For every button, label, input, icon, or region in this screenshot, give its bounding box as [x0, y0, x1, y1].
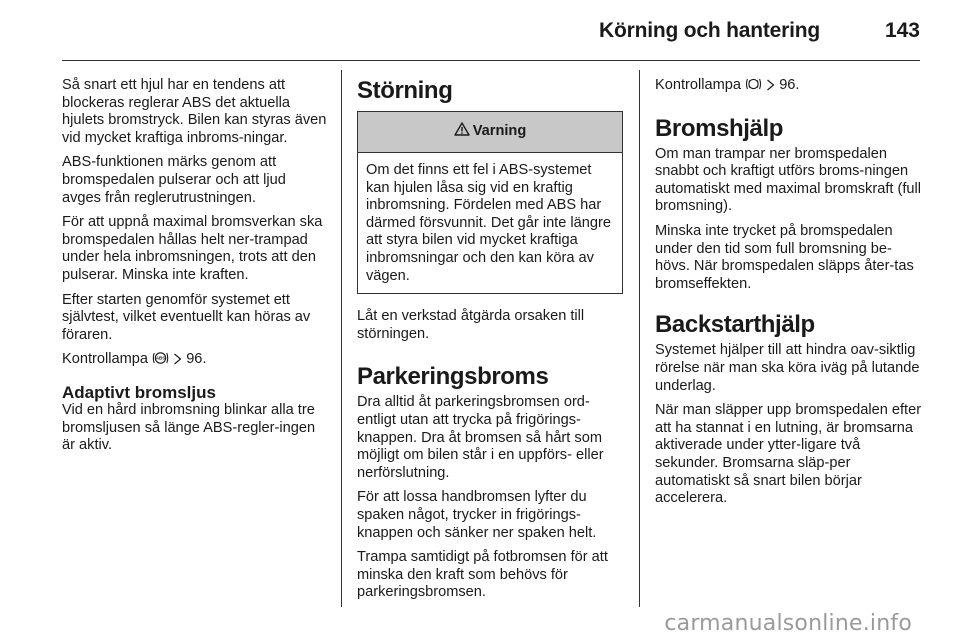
header-divider — [62, 60, 920, 61]
page-reference: 96. — [186, 351, 207, 368]
column-divider-1 — [341, 70, 342, 607]
warning-triangle-icon — [454, 122, 473, 142]
parking-brake-apply-paragraph: Dra alltid åt parkeringsbromsen ord-entligt utan att trycka på frigörings-knappen. Dra åt bromsen så hårt som möjligt om bilen står i en uppförs- eller nerförslutning. — [357, 394, 604, 481]
warning-box — [357, 111, 623, 294]
brake-assist-paragraph-2: Minska inte trycket på bromspedalen under den tid som full bromsning be-hövs. När bromspedalen släpps åter-tas bromseffekten. — [655, 222, 914, 292]
brake-warning-light-icon — [745, 77, 762, 97]
fault-heading: Störning — [357, 77, 453, 104]
indicator-label: Kontrollampa — [655, 77, 741, 93]
brake-indicator-reference — [655, 77, 923, 97]
column-1 — [62, 77, 327, 462]
page-reference: 96. — [779, 77, 800, 93]
abs-selftest-paragraph: Efter starten genomför systemet ett självtest, vilket eventuellt kan höras av föraren. — [62, 291, 311, 343]
abs-indicator-reference — [62, 351, 327, 371]
adaptive-brakelight-heading: Adaptivt bromsljus — [62, 382, 216, 402]
abs-pressure-paragraph: För att uppnå maximal bromsverkan ska bromspedalen hållas helt ner-trampad under hela inbromsningen, trots att den pulserar. Minska inte kraften. — [62, 214, 323, 283]
adaptive-brakelight-paragraph: Vid en hård inbromsning blinkar alla tre bromsljusen så länge ABS-regler-ingen är aktiv. — [62, 401, 316, 454]
svg-text:ABS: ABS — [155, 355, 166, 361]
warning-box-header — [358, 112, 622, 153]
indicator-label: Kontrollampa — [62, 351, 148, 368]
fault-workshop-paragraph: Låt en verkstad åtgärda orsaken till störningen. — [357, 308, 585, 342]
column-2 — [357, 77, 625, 609]
hill-start-assist-paragraph-2: När man släpper upp bromspedalen efter att ha stannat i en lutning, är bromsarna aktiverade under ytter-ligare två sekunder. Bromsarna släp-per automatiskt så snart bilen börjar accelerera. — [655, 402, 922, 507]
parking-brake-release-paragraph: För att lossa handbromsen lyfter du spaken något, trycker in frigörings-knappen och sänker ner spaken helt. — [357, 489, 597, 541]
brake-assist-paragraph-1: Om man trampar ner bromspedalen snabbt och kraftigt utförs broms-ningen automatiskt med maximal bromskraft (full bromsning). — [655, 145, 922, 215]
abs-warning-light-icon — [152, 351, 169, 371]
page-header-title: Körning och hantering — [599, 19, 820, 42]
page-number: 143 — [884, 19, 920, 42]
column-divider-2 — [639, 70, 640, 607]
page-reference-arrow-icon — [766, 79, 775, 97]
warning-text: Om det finns ett fel i ABS-systemet kan hjulen låsa sig vid en kraftig inbromsning. Fördelen med ABS har därmed försvunnit. Det går inte längre att styra bilen vid mycket kraftiga inbromsningar och den kan köra av vägen. — [366, 162, 611, 284]
warning-title: Varning — [472, 123, 527, 140]
watermark: carmanualsonline.info — [664, 611, 912, 636]
abs-intro-paragraph: Så snart ett hjul har en tendens att blockeras reglerar ABS det aktuella hjulets bromstryck. Bilen kan styras även vid mycket kraftiga inbroms-ningar. — [62, 77, 327, 146]
hill-start-assist-heading: Backstarthjälp — [655, 311, 815, 339]
page-reference-arrow-icon — [173, 353, 182, 371]
parking-brake-footbrake-paragraph: Trampa samtidigt på fotbromsen för att minska den kraft som behövs för parkeringsbromsen. — [357, 549, 608, 601]
column-3 — [655, 77, 923, 515]
brake-assist-heading: Bromshjälp — [655, 114, 784, 142]
parking-brake-heading: Parkeringsbroms — [357, 363, 549, 391]
abs-noise-paragraph: ABS-funktionen märks genom att bromspedalen pulserar och att ljud avges från reglerutrustningen. — [62, 154, 286, 206]
hill-start-assist-paragraph-1: Systemet hjälper till att hindra oav-siktlig rörelse när man ska köra iväg på lutande underlag. — [655, 342, 920, 394]
